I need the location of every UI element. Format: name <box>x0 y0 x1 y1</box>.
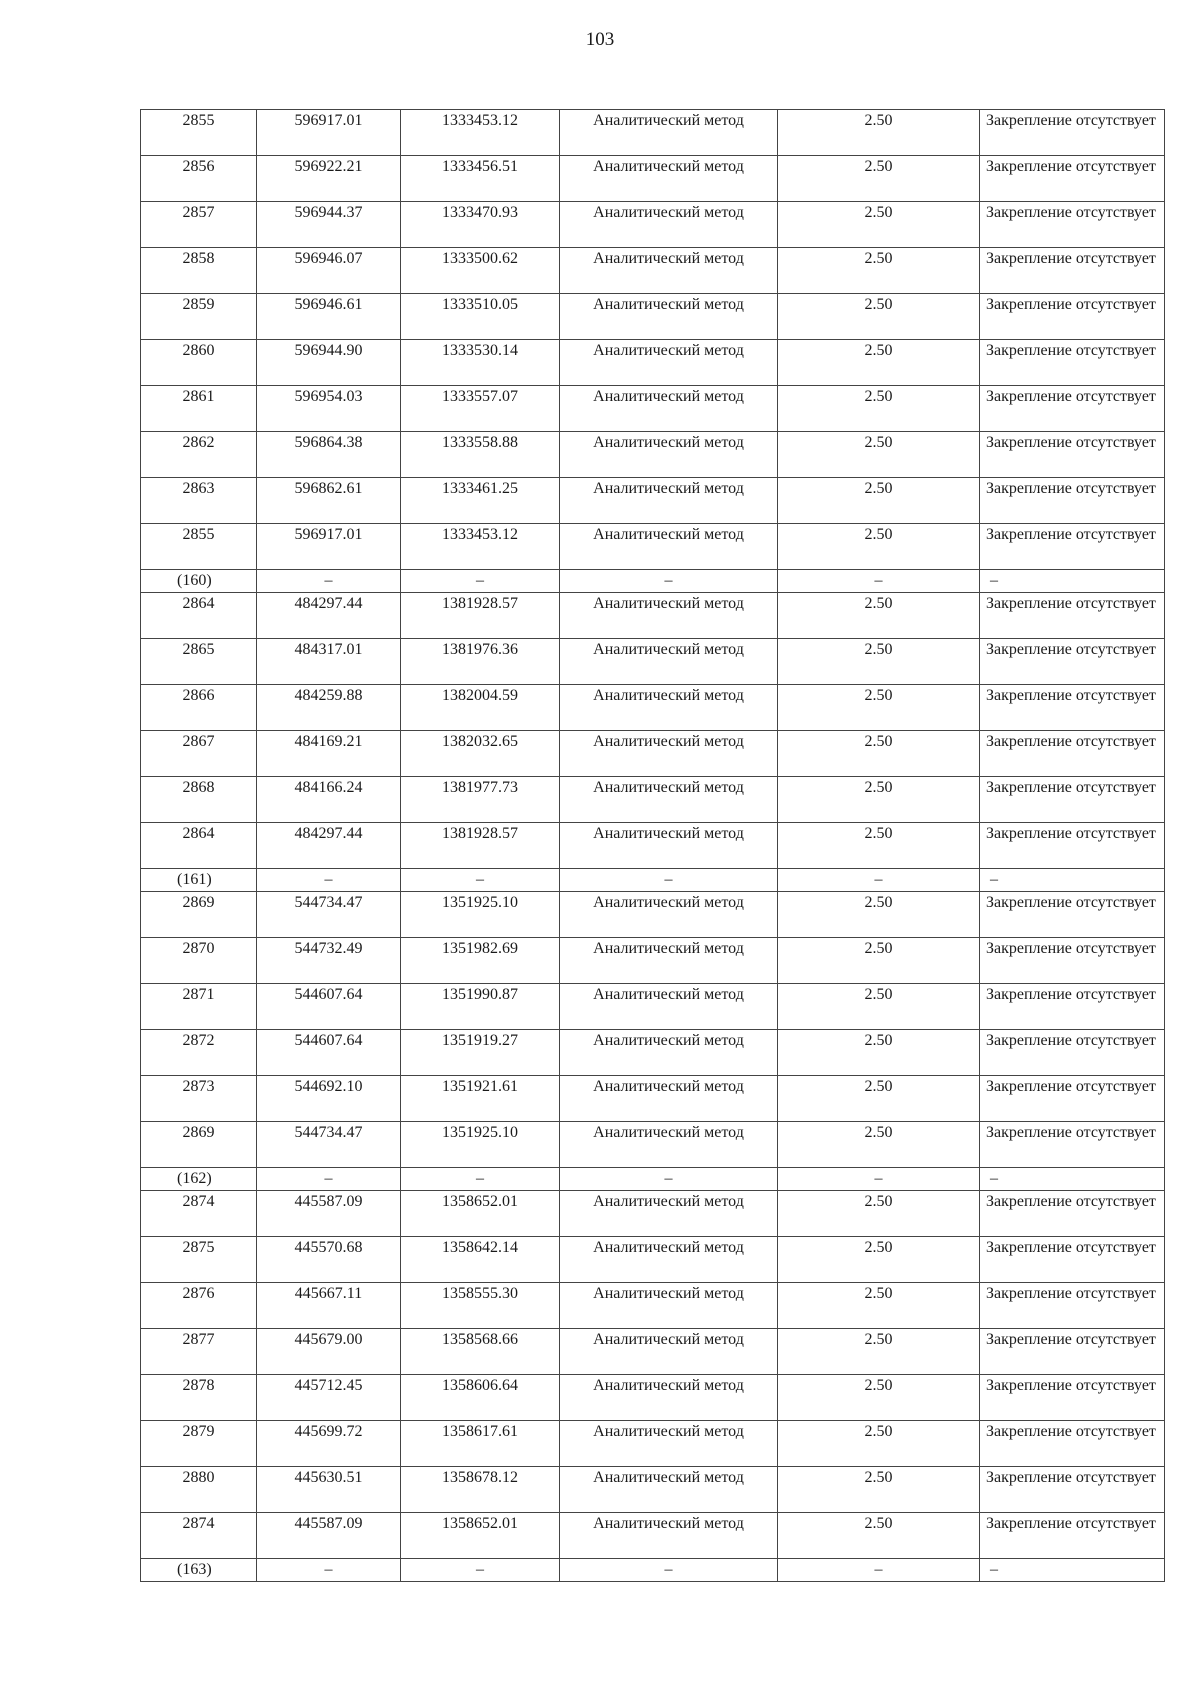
x-coordinate-cell: 596917.01 <box>257 524 401 570</box>
point-number-cell: 2861 <box>141 386 257 432</box>
x-coordinate-cell: – <box>257 570 401 593</box>
fixing-cell: Закрепление отсутствует <box>980 777 1165 823</box>
fixing-cell: – <box>980 1559 1165 1582</box>
x-coordinate-cell: – <box>257 1168 401 1191</box>
fixing-cell: Закрепление отсутствует <box>980 984 1165 1030</box>
x-coordinate-cell: 596917.01 <box>257 110 401 156</box>
y-coordinate-cell: 1333500.62 <box>401 248 560 294</box>
method-cell: Аналитический метод <box>560 478 778 524</box>
y-coordinate-cell: 1358617.61 <box>401 1421 560 1467</box>
fixing-cell: Закрепление отсутствует <box>980 1122 1165 1168</box>
accuracy-cell: 2.50 <box>778 1375 980 1421</box>
method-cell: – <box>560 570 778 593</box>
x-coordinate-cell: 445679.00 <box>257 1329 401 1375</box>
y-coordinate-cell: 1358678.12 <box>401 1467 560 1513</box>
table-row <box>141 1076 1165 1122</box>
table-row <box>141 386 1165 432</box>
y-coordinate-cell: 1333453.12 <box>401 110 560 156</box>
y-coordinate-cell: 1351919.27 <box>401 1030 560 1076</box>
y-coordinate-cell: 1351982.69 <box>401 938 560 984</box>
y-coordinate-cell: 1382032.65 <box>401 731 560 777</box>
point-number-cell: 2865 <box>141 639 257 685</box>
accuracy-cell: 2.50 <box>778 156 980 202</box>
accuracy-cell: 2.50 <box>778 386 980 432</box>
y-coordinate-cell: – <box>401 1168 560 1191</box>
fixing-cell: Закрепление отсутствует <box>980 110 1165 156</box>
x-coordinate-cell: 484166.24 <box>257 777 401 823</box>
method-cell: Аналитический метод <box>560 1076 778 1122</box>
fixing-cell: Закрепление отсутствует <box>980 248 1165 294</box>
point-number-cell: 2872 <box>141 1030 257 1076</box>
contour-separator-row <box>141 869 1165 892</box>
y-coordinate-cell: 1333530.14 <box>401 340 560 386</box>
point-number-cell: 2860 <box>141 340 257 386</box>
table-row <box>141 156 1165 202</box>
accuracy-cell: 2.50 <box>778 1191 980 1237</box>
accuracy-cell: 2.50 <box>778 1122 980 1168</box>
y-coordinate-cell: 1333470.93 <box>401 202 560 248</box>
x-coordinate-cell: 445587.09 <box>257 1513 401 1559</box>
table-row <box>141 1283 1165 1329</box>
point-number-cell: 2878 <box>141 1375 257 1421</box>
y-coordinate-cell: 1351925.10 <box>401 892 560 938</box>
accuracy-cell: 2.50 <box>778 1283 980 1329</box>
table-row <box>141 892 1165 938</box>
method-cell: Аналитический метод <box>560 823 778 869</box>
x-coordinate-cell: 544692.10 <box>257 1076 401 1122</box>
accuracy-cell: 2.50 <box>778 1421 980 1467</box>
x-coordinate-cell: 445712.45 <box>257 1375 401 1421</box>
fixing-cell: Закрепление отсутствует <box>980 294 1165 340</box>
y-coordinate-cell: – <box>401 1559 560 1582</box>
method-cell: Аналитический метод <box>560 1191 778 1237</box>
method-cell: – <box>560 1168 778 1191</box>
fixing-cell: Закрепление отсутствует <box>980 156 1165 202</box>
x-coordinate-cell: 544734.47 <box>257 892 401 938</box>
method-cell: Аналитический метод <box>560 156 778 202</box>
point-number-cell: 2871 <box>141 984 257 1030</box>
fixing-cell: Закрепление отсутствует <box>980 1375 1165 1421</box>
point-number-cell: (160) <box>141 570 257 593</box>
table-row <box>141 984 1165 1030</box>
x-coordinate-cell: 544607.64 <box>257 1030 401 1076</box>
table-row <box>141 432 1165 478</box>
accuracy-cell: 2.50 <box>778 823 980 869</box>
accuracy-cell: – <box>778 570 980 593</box>
fixing-cell: Закрепление отсутствует <box>980 938 1165 984</box>
fixing-cell: Закрепление отсутствует <box>980 1467 1165 1513</box>
fixing-cell: Закрепление отсутствует <box>980 593 1165 639</box>
point-number-cell: 2868 <box>141 777 257 823</box>
x-coordinate-cell: 445667.11 <box>257 1283 401 1329</box>
y-coordinate-cell: 1351925.10 <box>401 1122 560 1168</box>
coordinates-table <box>140 109 1165 1582</box>
point-number-cell: 2880 <box>141 1467 257 1513</box>
accuracy-cell: 2.50 <box>778 1467 980 1513</box>
table-row <box>141 248 1165 294</box>
point-number-cell: 2864 <box>141 823 257 869</box>
accuracy-cell: 2.50 <box>778 294 980 340</box>
method-cell: Аналитический метод <box>560 731 778 777</box>
x-coordinate-cell: 484297.44 <box>257 593 401 639</box>
fixing-cell: Закрепление отсутствует <box>980 478 1165 524</box>
point-number-cell: 2864 <box>141 593 257 639</box>
x-coordinate-cell: 544734.47 <box>257 1122 401 1168</box>
y-coordinate-cell: – <box>401 869 560 892</box>
accuracy-cell: 2.50 <box>778 777 980 823</box>
point-number-cell: 2855 <box>141 524 257 570</box>
accuracy-cell: 2.50 <box>778 892 980 938</box>
method-cell: Аналитический метод <box>560 202 778 248</box>
accuracy-cell: – <box>778 1559 980 1582</box>
table-row <box>141 1513 1165 1559</box>
fixing-cell: Закрепление отсутствует <box>980 685 1165 731</box>
method-cell: Аналитический метод <box>560 340 778 386</box>
table-row <box>141 593 1165 639</box>
x-coordinate-cell: 596944.90 <box>257 340 401 386</box>
point-number-cell: 2873 <box>141 1076 257 1122</box>
accuracy-cell: 2.50 <box>778 984 980 1030</box>
method-cell: Аналитический метод <box>560 1329 778 1375</box>
y-coordinate-cell: 1381928.57 <box>401 593 560 639</box>
y-coordinate-cell: 1381976.36 <box>401 639 560 685</box>
x-coordinate-cell: 445630.51 <box>257 1467 401 1513</box>
fixing-cell: – <box>980 869 1165 892</box>
method-cell: Аналитический метод <box>560 892 778 938</box>
x-coordinate-cell: 596946.07 <box>257 248 401 294</box>
fixing-cell: Закрепление отсутствует <box>980 1513 1165 1559</box>
fixing-cell: Закрепление отсутствует <box>980 524 1165 570</box>
y-coordinate-cell: 1358568.66 <box>401 1329 560 1375</box>
fixing-cell: Закрепление отсутствует <box>980 823 1165 869</box>
table-row <box>141 685 1165 731</box>
point-number-cell: 2863 <box>141 478 257 524</box>
fixing-cell: – <box>980 570 1165 593</box>
fixing-cell: Закрепление отсутствует <box>980 340 1165 386</box>
method-cell: Аналитический метод <box>560 386 778 432</box>
point-number-cell: 2857 <box>141 202 257 248</box>
fixing-cell: – <box>980 1168 1165 1191</box>
y-coordinate-cell: 1351921.61 <box>401 1076 560 1122</box>
fixing-cell: Закрепление отсутствует <box>980 386 1165 432</box>
method-cell: Аналитический метод <box>560 248 778 294</box>
x-coordinate-cell: 596954.03 <box>257 386 401 432</box>
y-coordinate-cell: 1381977.73 <box>401 777 560 823</box>
y-coordinate-cell: 1333453.12 <box>401 524 560 570</box>
fixing-cell: Закрепление отсутствует <box>980 1030 1165 1076</box>
method-cell: Аналитический метод <box>560 1237 778 1283</box>
page-number: 103 <box>585 29 615 50</box>
point-number-cell: 2862 <box>141 432 257 478</box>
accuracy-cell: 2.50 <box>778 731 980 777</box>
accuracy-cell: 2.50 <box>778 1076 980 1122</box>
method-cell: Аналитический метод <box>560 1467 778 1513</box>
point-number-cell: 2876 <box>141 1283 257 1329</box>
x-coordinate-cell: 484259.88 <box>257 685 401 731</box>
method-cell: Аналитический метод <box>560 1030 778 1076</box>
point-number-cell: (162) <box>141 1168 257 1191</box>
fixing-cell: Закрепление отсутствует <box>980 1283 1165 1329</box>
accuracy-cell: 2.50 <box>778 478 980 524</box>
method-cell: Аналитический метод <box>560 777 778 823</box>
method-cell: Аналитический метод <box>560 1421 778 1467</box>
table-row <box>141 478 1165 524</box>
point-number-cell: 2866 <box>141 685 257 731</box>
x-coordinate-cell: 484297.44 <box>257 823 401 869</box>
point-number-cell: 2879 <box>141 1421 257 1467</box>
accuracy-cell: 2.50 <box>778 1513 980 1559</box>
fixing-cell: Закрепление отсутствует <box>980 1076 1165 1122</box>
table-row <box>141 639 1165 685</box>
point-number-cell: 2870 <box>141 938 257 984</box>
table-row <box>141 202 1165 248</box>
contour-separator-row <box>141 570 1165 593</box>
method-cell: Аналитический метод <box>560 1283 778 1329</box>
x-coordinate-cell: 544607.64 <box>257 984 401 1030</box>
accuracy-cell: 2.50 <box>778 1030 980 1076</box>
table-row <box>141 1329 1165 1375</box>
y-coordinate-cell: 1358555.30 <box>401 1283 560 1329</box>
table-row <box>141 1122 1165 1168</box>
table-row <box>141 938 1165 984</box>
x-coordinate-cell: 544732.49 <box>257 938 401 984</box>
fixing-cell: Закрепление отсутствует <box>980 639 1165 685</box>
method-cell: Аналитический метод <box>560 984 778 1030</box>
method-cell: Аналитический метод <box>560 1513 778 1559</box>
table-row <box>141 1375 1165 1421</box>
y-coordinate-cell: 1381928.57 <box>401 823 560 869</box>
table-row <box>141 731 1165 777</box>
accuracy-cell: 2.50 <box>778 593 980 639</box>
fixing-cell: Закрепление отсутствует <box>980 1329 1165 1375</box>
method-cell: Аналитический метод <box>560 1122 778 1168</box>
accuracy-cell: 2.50 <box>778 202 980 248</box>
y-coordinate-cell: 1358606.64 <box>401 1375 560 1421</box>
method-cell: Аналитический метод <box>560 1375 778 1421</box>
x-coordinate-cell: 596946.61 <box>257 294 401 340</box>
table-row <box>141 1467 1165 1513</box>
method-cell: Аналитический метод <box>560 524 778 570</box>
y-coordinate-cell: 1333558.88 <box>401 432 560 478</box>
y-coordinate-cell: – <box>401 570 560 593</box>
table-row <box>141 110 1165 156</box>
method-cell: – <box>560 869 778 892</box>
y-coordinate-cell: 1358642.14 <box>401 1237 560 1283</box>
point-number-cell: 2875 <box>141 1237 257 1283</box>
y-coordinate-cell: 1382004.59 <box>401 685 560 731</box>
method-cell: Аналитический метод <box>560 639 778 685</box>
x-coordinate-cell: 596944.37 <box>257 202 401 248</box>
accuracy-cell: 2.50 <box>778 524 980 570</box>
point-number-cell: 2874 <box>141 1191 257 1237</box>
method-cell: Аналитический метод <box>560 938 778 984</box>
point-number-cell: 2855 <box>141 110 257 156</box>
x-coordinate-cell: 484317.01 <box>257 639 401 685</box>
point-number-cell: 2858 <box>141 248 257 294</box>
point-number-cell: 2877 <box>141 1329 257 1375</box>
y-coordinate-cell: 1333456.51 <box>401 156 560 202</box>
y-coordinate-cell: 1333461.25 <box>401 478 560 524</box>
x-coordinate-cell: 445570.68 <box>257 1237 401 1283</box>
fixing-cell: Закрепление отсутствует <box>980 432 1165 478</box>
y-coordinate-cell: 1333510.05 <box>401 294 560 340</box>
accuracy-cell: 2.50 <box>778 110 980 156</box>
x-coordinate-cell: 596922.21 <box>257 156 401 202</box>
accuracy-cell: 2.50 <box>778 248 980 294</box>
y-coordinate-cell: 1358652.01 <box>401 1191 560 1237</box>
contour-separator-row <box>141 1168 1165 1191</box>
accuracy-cell: 2.50 <box>778 938 980 984</box>
accuracy-cell: 2.50 <box>778 1237 980 1283</box>
method-cell: Аналитический метод <box>560 593 778 639</box>
x-coordinate-cell: 484169.21 <box>257 731 401 777</box>
method-cell: – <box>560 1559 778 1582</box>
accuracy-cell: 2.50 <box>778 1329 980 1375</box>
y-coordinate-cell: 1358652.01 <box>401 1513 560 1559</box>
table-body <box>141 110 1165 1582</box>
table-row <box>141 524 1165 570</box>
point-number-cell: 2874 <box>141 1513 257 1559</box>
method-cell: Аналитический метод <box>560 110 778 156</box>
point-number-cell: 2867 <box>141 731 257 777</box>
table-row <box>141 777 1165 823</box>
accuracy-cell: 2.50 <box>778 639 980 685</box>
method-cell: Аналитический метод <box>560 294 778 340</box>
table-row <box>141 1030 1165 1076</box>
table-row <box>141 1421 1165 1467</box>
accuracy-cell: – <box>778 1168 980 1191</box>
point-number-cell: 2859 <box>141 294 257 340</box>
contour-separator-row <box>141 1559 1165 1582</box>
point-number-cell: 2856 <box>141 156 257 202</box>
x-coordinate-cell: – <box>257 869 401 892</box>
y-coordinate-cell: 1351990.87 <box>401 984 560 1030</box>
table-row <box>141 1237 1165 1283</box>
point-number-cell: (163) <box>141 1559 257 1582</box>
x-coordinate-cell: 445587.09 <box>257 1191 401 1237</box>
accuracy-cell: 2.50 <box>778 685 980 731</box>
y-coordinate-cell: 1333557.07 <box>401 386 560 432</box>
point-number-cell: 2869 <box>141 1122 257 1168</box>
table-row <box>141 294 1165 340</box>
table-row <box>141 340 1165 386</box>
accuracy-cell: 2.50 <box>778 340 980 386</box>
method-cell: Аналитический метод <box>560 432 778 478</box>
fixing-cell: Закрепление отсутствует <box>980 731 1165 777</box>
table-row <box>141 823 1165 869</box>
fixing-cell: Закрепление отсутствует <box>980 1237 1165 1283</box>
point-number-cell: (161) <box>141 869 257 892</box>
point-number-cell: 2869 <box>141 892 257 938</box>
x-coordinate-cell: – <box>257 1559 401 1582</box>
accuracy-cell: 2.50 <box>778 432 980 478</box>
fixing-cell: Закрепление отсутствует <box>980 1191 1165 1237</box>
fixing-cell: Закрепление отсутствует <box>980 202 1165 248</box>
accuracy-cell: – <box>778 869 980 892</box>
fixing-cell: Закрепление отсутствует <box>980 1421 1165 1467</box>
method-cell: Аналитический метод <box>560 685 778 731</box>
x-coordinate-cell: 596864.38 <box>257 432 401 478</box>
table-row <box>141 1191 1165 1237</box>
x-coordinate-cell: 596862.61 <box>257 478 401 524</box>
x-coordinate-cell: 445699.72 <box>257 1421 401 1467</box>
fixing-cell: Закрепление отсутствует <box>980 892 1165 938</box>
